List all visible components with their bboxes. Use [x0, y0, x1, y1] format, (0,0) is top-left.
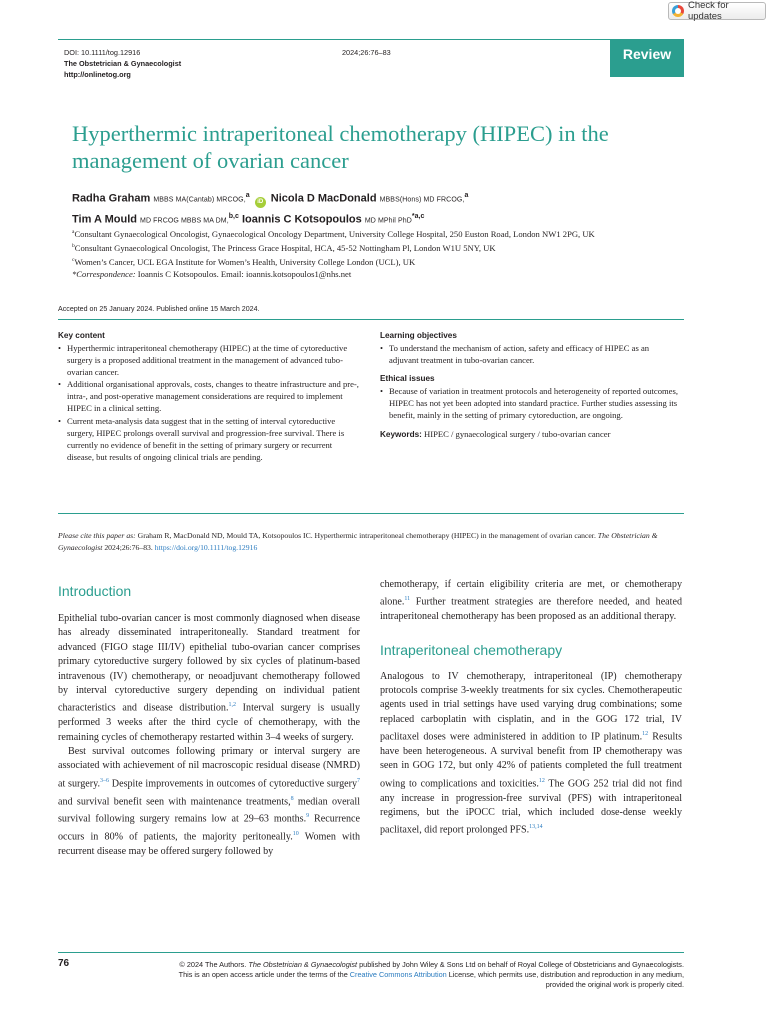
citation-ref[interactable]: 12 — [642, 731, 649, 738]
citation-ref[interactable]: 3–6 — [100, 777, 110, 784]
doi-link[interactable]: https://doi.org/10.1111/tog.12916 — [154, 543, 258, 552]
cite-rest: 2024;26:76–83. — [102, 543, 155, 552]
key-content-box — [58, 331, 360, 463]
page-number: 76 — [58, 958, 70, 969]
journal-name: The Obstetrician & Gynaecologist — [64, 59, 182, 68]
journal-url[interactable]: http://onlinetog.org — [64, 70, 131, 79]
citation-ref[interactable]: 11 — [404, 596, 411, 603]
author-affiliation-mark: b,c — [228, 212, 239, 220]
author-affiliation-mark: a — [245, 192, 250, 199]
section-label: Review — [622, 46, 672, 62]
accepted-date: Accepted on 25 January 2024. Published online 15 March 2024. — [58, 305, 260, 313]
citation-ref[interactable]: 12 — [538, 777, 545, 784]
issue-citation: 2024;26:76–83 — [342, 48, 391, 57]
affiliation-mark: b — [72, 243, 75, 250]
author-degrees: MBBS(Hons) MD FRCOG, — [379, 196, 465, 204]
list-item: • Additional organisational approvals, costs, changes to theatre infrastructure and pre-, intra-, and post-operative management considerations are required to implement HIPEC in a clinical setting. — [58, 378, 360, 414]
footer-rule — [58, 952, 684, 953]
paragraph: Best survival outcomes following primary or interval surgery are associated with achievement of nil macroscopic residual disease (NMRD) at surgery.$^{3-6}$ Despite improvements in outcomes of cytoreductive surgery$^7$ and survival benefit seen with maintenance treatments,$^8$ median overall survival following surgery remains low at 29–63 months.$^9$ Recurrence occurs in 80% of patients, the majority peritoneally.$^{10}$ Women with recurrent disease may be offered surgery followed by — [58, 746, 361, 857]
affiliation-mark: a — [72, 229, 75, 235]
check-for-updates-label: Check for updates — [687, 0, 729, 22]
paragraph: Epithelial tubo-ovarian cancer is most commonly diagnosed when disease has already disseminated intraperitoneally. Standard treatment for advanced (FIGO stage III/IV) epithelial tubo-ovarian cancer comprises primary cytoreductive surgery followed by six cycles of platinum-based intravenous (IV) chemotherapy, or neoadjuvant chemotherapy followed by interval cytoreductive surgery depending on individual patient characteristics and disease distribution.$^{1,2}$ Interval surgery is usually performed 3 weeks after the third cycle of chemotherapy, with the remaining cycles of chemotherapy restarted within 3–4 weeks of surgery. — [58, 613, 360, 743]
affiliation-item — [72, 240, 690, 254]
citation-ref[interactable]: 13,14 — [529, 824, 543, 831]
author-degrees: MD MPhil PhD — [364, 217, 412, 225]
citation-ref[interactable]: 9 — [306, 813, 310, 820]
ip-chemo-heading: Intraperitoneal chemotherapy — [380, 641, 563, 658]
footer-journal: The Obstetrician & Gynaecologist — [248, 960, 358, 969]
footer-text: © 2024 The Authors. — [179, 960, 249, 969]
key-content-heading: Key content — [58, 331, 105, 340]
header-rule — [58, 39, 684, 40]
correspondence-label: *Correspondence: — [72, 269, 136, 280]
correspondence — [72, 268, 690, 280]
introduction-continued — [380, 578, 682, 625]
learning-objectives-heading: Learning objectives — [380, 331, 457, 340]
affiliation-text: Consultant Gynaecological Oncologist, The Princess Grace Hospital, HCA, 45-52 Nottingham Pl, London W1U 5NY, UK — [74, 243, 496, 254]
affiliation-text: Consultant Gynaecological Oncologist, Gynaecological Oncology Department, University College Hospital, 250 Euston Road, London NW1 2PG, UK — [74, 228, 595, 239]
citation-ref[interactable]: 7 — [357, 777, 361, 784]
footer-text: License, which permits use, distribution and reproduction in any medium, — [446, 970, 684, 980]
ethical-issues-heading: Ethical issues — [380, 374, 435, 384]
cite-text: Graham R, MacDonald ND, Mould TA, Kotsopoulos IC. Hyperthermic intraperitoneal chemotherapy (HIPEC) in the management of ovarian cancer. — [135, 531, 598, 540]
citation-ref[interactable]: 1,2 — [228, 702, 236, 709]
crossmark-icon — [672, 5, 684, 17]
author-degrees: MD FRCOG MBBS MA DM, — [140, 217, 229, 225]
footer-line — [78, 960, 684, 970]
author-name: Ioannis C Kotsopoulos — [241, 213, 362, 226]
ethical-issues-list — [380, 385, 680, 421]
list-item: • Hyperthermic intraperitoneal chemotherapy (HIPEC) at the time of cytoreductive surgery is a proposed additional treatment in the management of advanced tubo-ovarian cancer. — [58, 342, 360, 378]
affiliation-item — [72, 254, 690, 268]
left-column — [58, 583, 360, 859]
corresponding-mark: * — [411, 212, 415, 220]
keywords-label: Keywords: — [380, 430, 422, 440]
key-content-list — [58, 342, 360, 463]
license-footer — [78, 960, 684, 991]
check-for-updates-button[interactable] — [668, 2, 766, 20]
affiliation-item — [72, 226, 690, 240]
author-affiliation-mark: a — [464, 192, 469, 199]
citation-block — [58, 530, 684, 554]
right-column — [380, 578, 682, 838]
learning-objectives-box — [380, 331, 680, 439]
footer-line — [78, 970, 684, 980]
author-affiliation-mark: a,c — [414, 212, 425, 220]
list-item: • Current meta-analysis data suggest that in the setting of interval cytoreductive surgery, HIPEC prolongs overall survival and progression-free survival. There is currently no evidence of benefit in the setting of primary surgery or recurrent disease, but results of ongoing clinical trials are pending. — [58, 415, 360, 463]
author-name: Radha Graham — [72, 192, 151, 205]
article-title: Hyperthermic intraperitoneal chemotherapy (HIPEC) in the management of ovarian cancer — [72, 121, 609, 173]
doi: DOI: 10.1111/tog.12916 — [64, 48, 141, 57]
list-item: • To understand the mechanism of action, safety and efficacy of HIPEC as an adjuvant treatment in tubo-ovarian cancer. — [380, 342, 680, 366]
affiliation-mark: c — [72, 257, 75, 264]
cite-journal: The Obstetrician & Gynaecologist — [58, 531, 658, 552]
summary-top-rule — [58, 319, 684, 320]
paragraph: Analogous to IV chemotherapy, intraperitoneal (IP) chemotherapy protocols comprise 3-weekly treatments for six cycles. Chemotherapeutic agents used in trial settings have used varying drug combinations; some replaced carboplatin with cisplatin, and in the GOG 172 trial, IV paclitaxel doses were administered in addition to IP platinum.$^{12}$ Results have been heterogeneous. A survival benefit from IP chemotherapy was seen in GOG 172, but only 42% of patients completed the full treatment owing to complications and toxicities.$^{12}$ The GOG 252 trial did not find any increase in progression-free survival (PFS) with intraperitoneal regimens, but the iPOCC trial, which included dose-dense weekly paclitaxel, did report prolonged PFS.$^{13,14}$ — [380, 670, 683, 836]
author-degrees: MBBS MA(Cantab) MRCOG, — [153, 196, 246, 204]
section-badge — [610, 39, 684, 77]
ip-chemo-body — [380, 670, 682, 839]
author-list — [72, 188, 692, 229]
keywords-text: HIPEC / gynaecological surgery / tubo-ovarian cancer — [424, 429, 611, 440]
learning-objectives-list — [380, 342, 680, 366]
introduction-body — [58, 612, 360, 859]
summary-bottom-rule — [58, 513, 684, 514]
paragraph: chemotherapy, if certain eligibility criteria are met, or chemotherapy alone.$^{11}$ Further treatment strategies are therefore needed, and heated intraperitoneal chemotherapy has been proposed as an additional therapy. — [380, 579, 682, 623]
footer-text: This is an open access article under the terms of the — [178, 970, 350, 980]
author-name: Tim A Mould — [72, 213, 137, 226]
orcid-icon[interactable]: iD — [255, 197, 266, 208]
citation-ref[interactable]: 8 — [290, 795, 294, 802]
list-item: • Because of variation in treatment protocols and heterogeneity of reported outcomes, HIPEC has not yet been adopted into standard practice. Further studies assessing its benefit, mainly in the setting of primary cytoreduction, are ongoing. — [380, 385, 680, 421]
correspondence-text[interactable]: Ioannis C Kotsopoulos. Email: ioannis.kotsopoulos1@nhs.net — [135, 269, 352, 280]
affiliation-text: Women’s Cancer, UCL EGA Institute for Women’s Health, University College London (UCL), UK — [74, 257, 416, 268]
introduction-heading: Introduction — [58, 583, 132, 599]
citation-ref[interactable]: 10 — [292, 831, 299, 838]
footer-line: provided the original work is properly cited. — [545, 980, 684, 990]
license-link[interactable]: Creative Commons Attribution — [349, 970, 447, 980]
author-name: Nicola D MacDonald — [270, 192, 377, 205]
cite-label: Please cite this paper as: — [58, 531, 136, 540]
keywords — [380, 429, 680, 439]
footer-text: published by John Wiley & Sons Ltd on behalf of Royal College of Obstetricians and Gynaecologists. — [357, 960, 684, 969]
affiliations — [72, 226, 690, 281]
